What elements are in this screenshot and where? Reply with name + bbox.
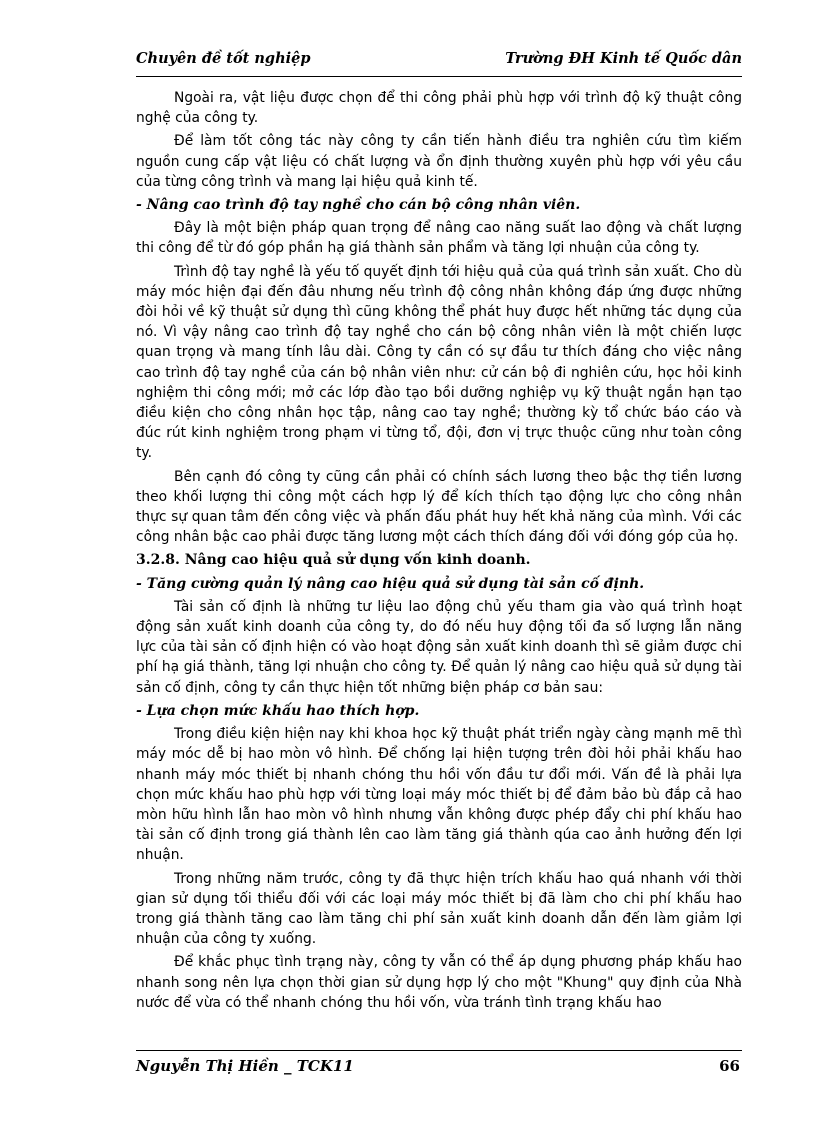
paragraph: Để làm tốt công tác này công ty cần tiến hành điều tra nghiên cứu tìm kiếm nguồn cung cấp vật liệu có chất lượng và ổn định thường xuyên phù hợp với yêu cầu của từng công trình và mang lại hiệu quả kinh tế. — [136, 133, 742, 190]
paragraph: Trong những năm trước, công ty đã thực hiện trích khấu hao quá nhanh với thời gian sử dụng tối thiểu đối với các loại máy móc thiết bị đã làm cho chi phí khấu hao trong giá thành tăng cao làm tăng chi phí sản xuất kinh doanh dẫn đến làm giảm lợi nhuận của công ty xuống. — [136, 870, 742, 948]
paragraph: Bên cạnh đó công ty cũng cần phải có chính sách lương theo bậc thợ tiền lương theo khối lượng thi công một cách hợp lý để kích thích tạo động lực cho công nhân thực sự quan tâm đến công việc và phấn đấu phát huy hết khả năng của mình. Với các công nhân bậc cao phải được tăng lương một cách thích đáng đối với đóng góp của họ. — [136, 468, 742, 546]
subheading: - Lựa chọn mức khấu hao thích hợp. — [136, 702, 420, 719]
paragraph: Trình độ tay nghề là yếu tố quyết định tới hiệu quả của quá trình sản xuất. Cho dù máy móc hiện đại đến đâu nhưng nếu trình độ công nhân không đáp ứng được những đòi hỏi về kỹ thuật sử dụng thì cũng không thể phát huy được hết những tác dụng của nó. Vì vậy nâng cao trình độ tay nghề cho cán bộ công nhân viên là một chiến lược quan trọng và mang tính lâu dài. Công ty cần có sự đầu tư thích đáng cho việc nâng cao trình độ tay nghề của cán bộ nhân viên như: cử cán bộ đi nghiên cứu, học hỏi kinh nghiệm thi công mới; mở các lớp đào tạo bồi dưỡng nghiệp vụ kỹ thuật ngắn hạn tạo điều kiện cho công nhân học tập, nâng cao tay nghề; thường kỳ tổ chức báo cáo và đúc rút kinh nghiệm trong phạm vi từng tổ, đội, đơn vị trực thuộc cũng như toàn công ty. — [136, 263, 742, 462]
document-body — [136, 88, 742, 1040]
paragraph: Để khắc phục tình trạng này, công ty vẫn có thể áp dụng phương pháp khấu hao nhanh song nên lựa chọn thời gian sử dụng hợp lý cho một "Khung" quy định của Nhà nước để vừa có thể nhanh chóng thu hồi vốn, vừa tránh tình trạng khấu hao — [136, 954, 742, 1011]
subheading: - Tăng cường quản lý nâng cao hiệu quả sử dụng tài sản cố định. — [136, 575, 645, 592]
section-heading: 3.2.8. Nâng cao hiệu quả sử dụng vốn kinh doanh. — [136, 552, 531, 569]
page-header — [136, 48, 742, 77]
paragraph: Trong điều kiện hiện nay khi khoa học kỹ thuật phát triển ngày càng mạnh mẽ thì máy móc dễ bị hao mòn vô hình. Để chống lại hiện tượng trên đòi hỏi phải khấu hao nhanh máy móc thiết bị nhanh chóng thu hồi vốn đầu tư đổi mới. Vấn đề là phải lựa chọn mức khấu hao phù hợp với từng loại máy móc thiết bị để đảm bảo bù đắp cả hao mòn hữu hình lẫn hao mòn vô hình nhưng vẫn không được phép đẩy chi phí khấu hao tài sản cố định trong giá thành lên cao làm tăng giá thành qúa cao ảnh hưởng đến lợi nhuận. — [136, 726, 742, 864]
paragraph: Ngoài ra, vật liệu được chọn để thi công phải phù hợp với trình độ kỹ thuật công nghệ của công ty. — [136, 90, 742, 127]
footer-author: Nguyễn Thị Hiền _ TCK11 — [136, 1057, 354, 1075]
header-title: Chuyên đề tốt nghiệp — [136, 50, 311, 67]
header-institution: Trường ĐH Kinh tế Quốc dân — [505, 50, 742, 67]
paragraph: Tài sản cố định là những tư liệu lao động chủ yếu tham gia vào quá trình hoạt động sản xuất kinh doanh của công ty, do đó nếu huy động tối đa số lượng lẫn năng lực của tài sản cố định hiện có vào hoạt động sản xuất kinh doanh thì sẽ giảm được chi phí hạ giá thành, tăng lợi nhuận cho công ty. Để quản lý nâng cao hiệu quả sử dụng tài sản cố định, công ty cần thực hiện tốt những biện pháp cơ bản sau: — [136, 598, 742, 696]
paragraph: Đây là một biện pháp quan trọng để nâng cao năng suất lao động và chất lượng thi công để từ đó góp phần hạ giá thành sản phẩm và tăng lợi nhuận của công ty. — [136, 220, 742, 257]
page-number: 66 — [719, 1057, 740, 1075]
subheading: - Nâng cao trình độ tay nghề cho cán bộ công nhân viên. — [136, 197, 581, 214]
page-footer — [136, 1050, 742, 1081]
